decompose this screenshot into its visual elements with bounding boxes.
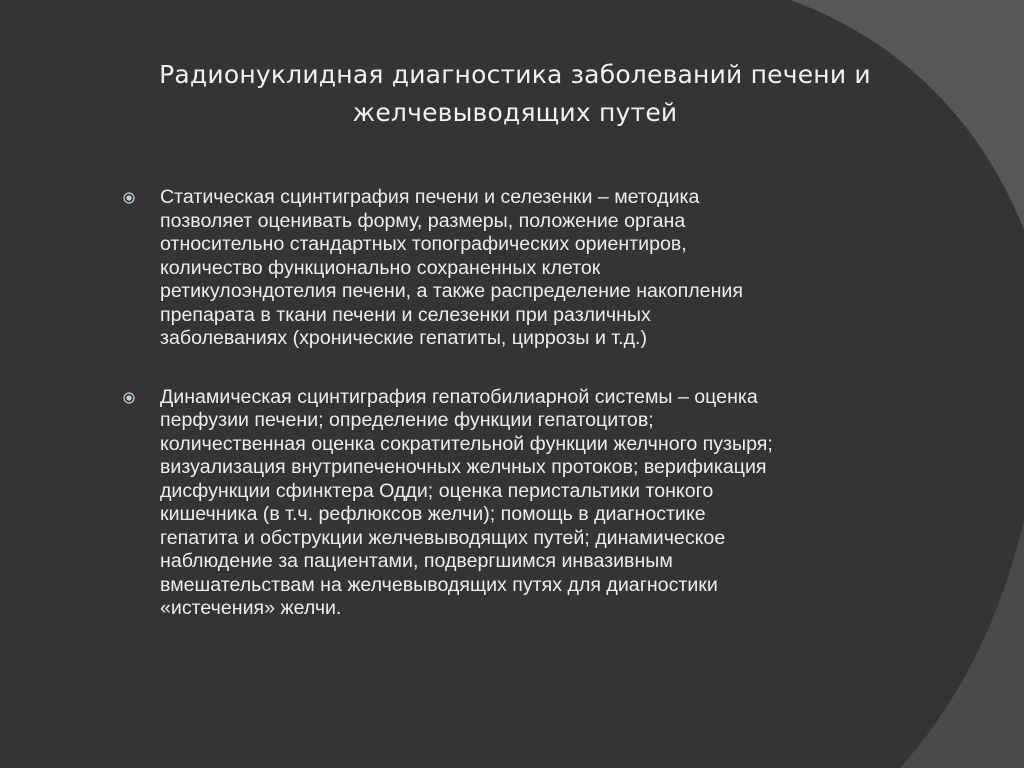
bullet-text-line: дисфункции сфинктера Одди; оценка перистальтики тонкого bbox=[160, 479, 714, 502]
bullet-text-line: наблюдение за пациентами, подвергшимся инвазивным bbox=[160, 550, 673, 572]
bullet-text-line: Статическая сцинтиграфия печени и селезенки – методика bbox=[160, 186, 700, 208]
bullet-text-line: ретикулоэндотелия печени, а также распределение накопления bbox=[160, 280, 743, 302]
bullet-list bbox=[116, 186, 936, 621]
slide-title bbox=[100, 56, 930, 132]
bullet-text-line: кишечника (в т.ч. рефлюксов желчи); помощь в диагностике bbox=[160, 503, 706, 525]
circle-bullet-icon bbox=[123, 192, 135, 204]
bullet-text bbox=[160, 186, 936, 351]
bullet-text-line: «истечения» желчи. bbox=[160, 597, 342, 619]
slide-title-line: Радионуклидная диагностика заболеваний печени и bbox=[159, 60, 871, 89]
bullet-text-line: количественная оценка сократительной функции желчного пузыря; bbox=[160, 432, 773, 455]
bullet-text-line: заболеваниях (хронические гепатиты, циррозы и т.д.) bbox=[160, 327, 647, 349]
bullet-text-line: Динамическая сцинтиграфия гепатобилиарной системы – оценка bbox=[160, 385, 758, 408]
bullet-text bbox=[160, 386, 936, 621]
bullet-text-line: вмешательствам на желчевыводящих путях для диагностики bbox=[160, 573, 718, 596]
slide-title-line: желчевыводящих путей bbox=[352, 98, 678, 127]
bullet-item-static-scintigraphy bbox=[116, 186, 936, 351]
bullet-text-line: гепатита и обструкции желчевыводящих путей; динамическое bbox=[160, 526, 726, 549]
bullet-text-line: количество функционально сохраненных клеток bbox=[160, 256, 601, 279]
bullet-text-line: позволяет оценивать форму, размеры, положение органа bbox=[160, 209, 686, 232]
bullet-text-line: препарата в ткани печени и селезенки при различных bbox=[160, 303, 651, 326]
circle-bullet-icon bbox=[123, 392, 135, 404]
bullet-text-line: визуализация внутрипеченочных желчных протоков; верификация bbox=[160, 456, 767, 478]
bullet-item-dynamic-scintigraphy bbox=[116, 386, 936, 621]
bullet-text-line: относительно стандартных топографических ориентиров, bbox=[160, 233, 687, 255]
bullet-text-line: перфузии печени; определение функции гепатоцитов; bbox=[160, 409, 654, 431]
